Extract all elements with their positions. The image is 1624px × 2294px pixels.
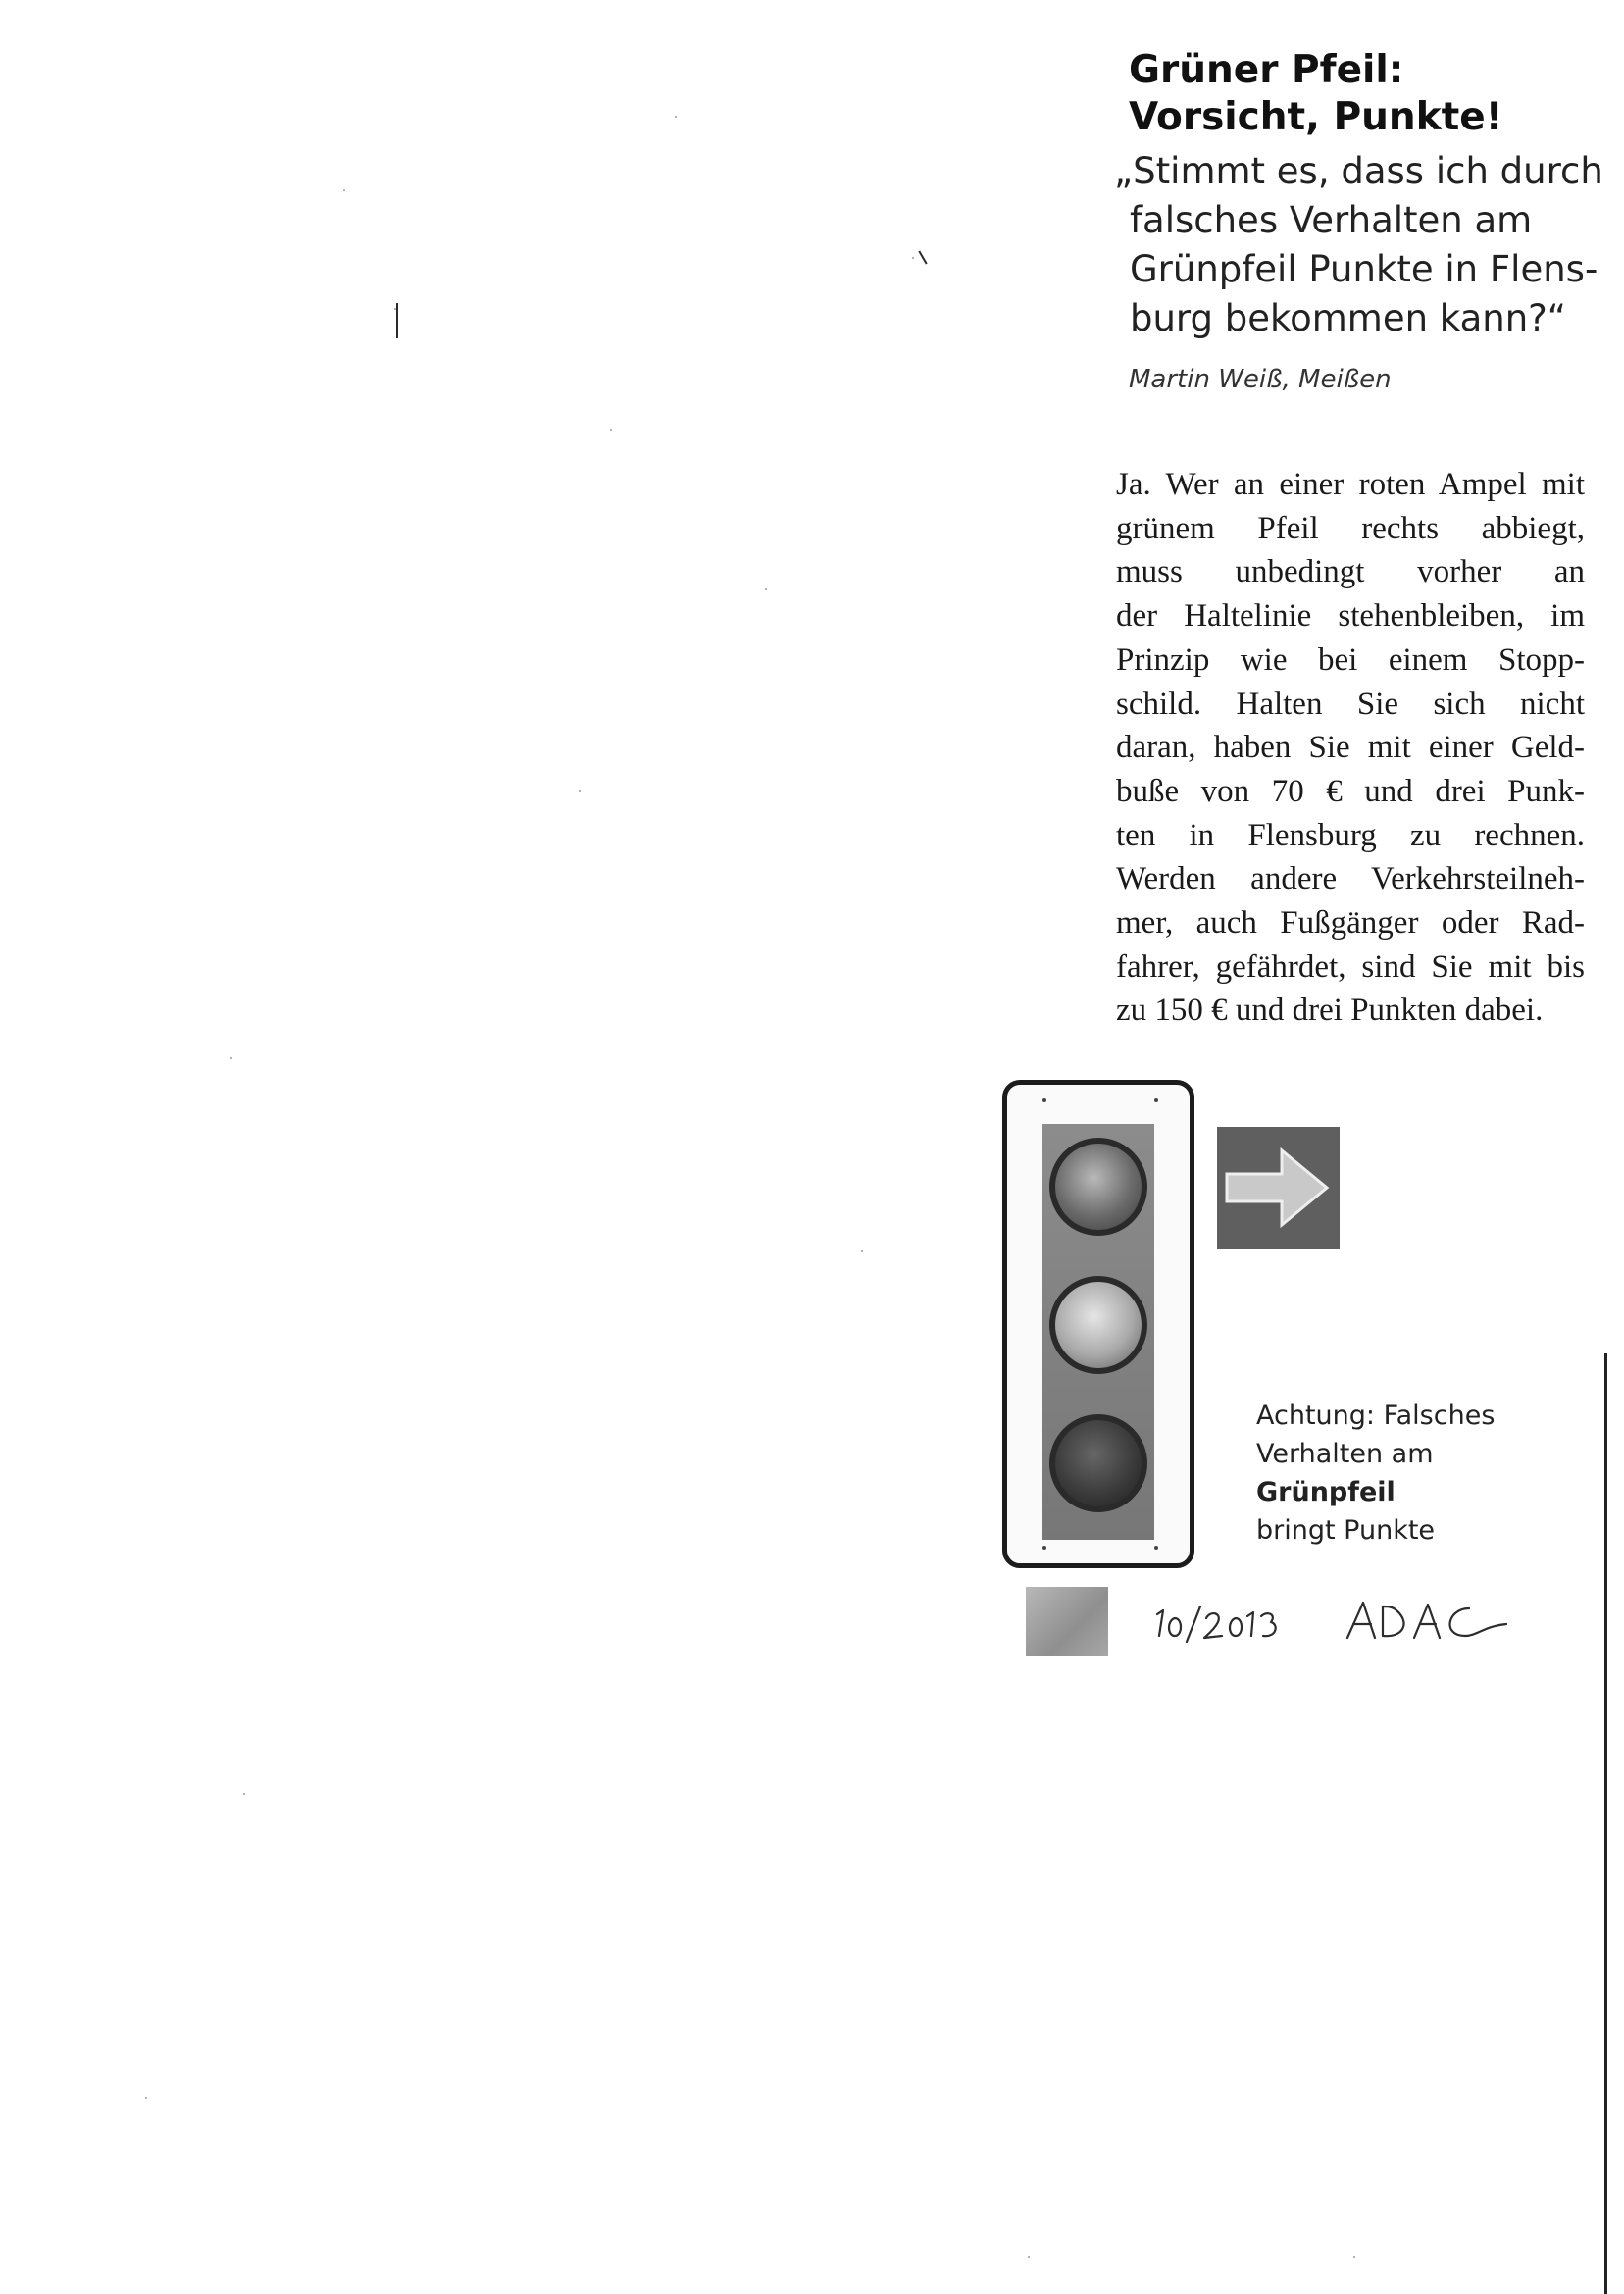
answer-line: schild. Halten Sie sich nicht	[1116, 686, 1585, 722]
reader-question	[1114, 147, 1603, 343]
answer-line: zu 150 € und drei Punkten dabei.	[1116, 993, 1544, 1029]
handwritten-note	[1153, 1595, 1526, 1657]
answer-line: mer, auch Fußgänger oder Rad-	[1116, 905, 1585, 942]
screw-dot	[1042, 1098, 1046, 1102]
traffic-light-housing	[1042, 1124, 1154, 1540]
red-lamp-icon	[1049, 1138, 1147, 1236]
answer-line: grünem Pfeil rechts abbiegt,	[1116, 510, 1585, 546]
caption-bold-text: Grünpfeil	[1256, 1477, 1396, 1507]
answer-line: Werden andere Verkehrsteilneh-	[1116, 861, 1585, 897]
screw-dot	[1154, 1546, 1158, 1550]
caption-text: Verhalten am	[1256, 1439, 1434, 1469]
scan-speck	[579, 790, 581, 792]
scan-mark	[918, 251, 927, 265]
answer-line: Ja. Wer an einer roten Ampel mit	[1116, 467, 1585, 502]
scan-speck	[861, 1250, 863, 1252]
answer-paragraph	[1116, 463, 1585, 1033]
traffic-light-icon	[1002, 1080, 1194, 1568]
answer-line: der Haltelinie stehenbleiben, im	[1116, 598, 1585, 635]
green-arrow-sign-icon	[1217, 1127, 1340, 1249]
scan-mark	[396, 303, 398, 338]
scan-speck	[1028, 2256, 1030, 2258]
scan-speck	[610, 429, 612, 431]
question-line: falsches Verhalten am	[1130, 199, 1533, 241]
figure-caption	[1256, 1397, 1580, 1550]
answer-line: muss unbedingt vorher an	[1116, 554, 1585, 590]
headline-line: Vorsicht, Punkte!	[1129, 95, 1503, 139]
screw-dot	[1042, 1546, 1046, 1550]
scan-speck	[343, 189, 345, 191]
scan-speck	[1353, 2256, 1355, 2258]
answer-line: fahrer, gefährdet, sind Sie mit bis	[1116, 948, 1585, 985]
scan-speck	[765, 588, 767, 590]
headline-line: Grüner Pfeil:	[1129, 48, 1404, 92]
article-headline	[1129, 47, 1590, 141]
scan-speck	[243, 1793, 245, 1795]
question-line: Grünpfeil Punkte in Flens-	[1130, 248, 1599, 290]
scan-speck	[912, 257, 914, 259]
scan-speck	[230, 1057, 232, 1059]
caption-text: bringt Punkte	[1256, 1515, 1436, 1546]
answer-line: Prinzip wie bei einem Stopp-	[1116, 641, 1585, 678]
question-byline: Martin Weiß, Meißen	[1129, 365, 1392, 394]
page-edge-line	[1604, 1353, 1607, 2294]
yellow-lamp-icon	[1049, 1276, 1147, 1374]
scan-speck	[145, 2097, 147, 2099]
answer-line: buße von 70 € und drei Punk-	[1116, 773, 1585, 809]
answer-line: ten in Flensburg zu rechnen.	[1116, 817, 1585, 853]
gray-color-swatch	[1026, 1587, 1108, 1656]
arrow-icon	[1217, 1127, 1340, 1249]
caption-text: Achtung: Falsches	[1256, 1401, 1496, 1431]
screw-dot	[1154, 1098, 1158, 1102]
question-line: „Stimmt es, dass ich durch	[1114, 150, 1603, 192]
answer-line: daran, haben Sie mit einer Geld-	[1116, 730, 1585, 766]
question-line: burg bekommen kann?“	[1130, 297, 1566, 339]
scan-speck	[675, 116, 677, 118]
green-lamp-icon	[1049, 1414, 1147, 1512]
